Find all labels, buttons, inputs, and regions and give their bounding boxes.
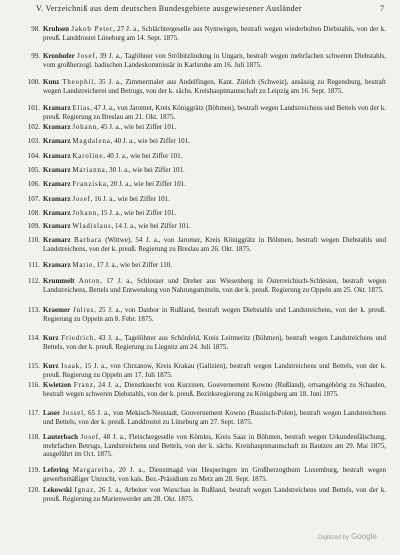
entry-number: 105. [27,166,40,174]
entry-text [43,166,386,175]
entry-given-name: Josef [77,52,96,60]
entry-113 [24,306,386,323]
entry-details: , 25 J. a., von Danbor in Rußland, bestraft wegen Diebstahls und Landstreichens, von der k. preuß. Regierung zu Oppeln am 8. Febr. 1875. [43,306,386,323]
entry-details: , 45 J. a., wie bei Ziffer 101. [97,123,177,131]
entry-114 [24,334,386,351]
entry-118 [24,433,386,459]
entry-surname: Kramarz [43,209,71,217]
entry-surname: Lauterbach [43,433,78,441]
entry-given-name: Karoline [72,152,104,160]
entry-text [43,52,386,69]
entry-103 [24,137,386,146]
entry-number: 120. [27,486,40,494]
entry-given-name: Franz [73,381,94,389]
entry-given-name: Josef [80,433,99,441]
entry-surname: Kramarz [43,152,71,160]
entry-surname: Kraemer [43,306,71,314]
entry-surname: Kramarz [43,261,71,269]
running-head: V. Verzeichniß aus dem deutschen Bundesgebiete ausgewiesener Ausländer [36,4,302,13]
entry-text [43,236,386,253]
entry-given-name: Julius [72,306,95,314]
entry-102 [24,123,386,132]
entry-given-name: Marianna [72,166,106,174]
watermark-prefix: Digitized by [318,535,350,541]
entry-details: , 17 J. a., wie bei Ziffer 110. [93,261,173,269]
entry-number: 100. [27,78,40,86]
entry-text [43,222,386,231]
entry-surname: Kramarz [43,236,71,244]
entry-given-name: Franziska [72,180,107,188]
entry-119 [24,466,386,483]
entry-number: 117. [28,409,40,417]
entry-104 [24,152,386,161]
entry-text [43,261,386,270]
entry-details: (Wittwe), 54 J. a., von Jaromer, Kreis Königgrätz in Böhmen, bestraft wegen Diebstahls und Landstreichens, von der k. preuß. Regierung zu Breslau am 26. Okt. 1875. [43,236,387,253]
entry-108 [24,209,386,218]
entry-number: 113. [28,306,40,314]
entry-given-name: Johann [72,123,97,131]
entry-surname: Kronhofer [43,52,75,60]
entry-given-name: Jakob Peter [71,25,114,33]
entry-details: , 40 J. a., wie bei Ziffer 101. [103,152,183,160]
entry-111 [24,261,386,270]
entry-number: 112. [28,277,40,285]
entry-details: , 65 J. a., von Mekisch-Neustadt, Gouvernement Kowno (Russisch-Polen), bestraft wegen Landstreichens und Bettels, von der k. preuß. Landdrostei zu Lüneburg am 27. Sept. 1875. [43,409,386,426]
entry-number: 109. [27,222,40,230]
entry-surname: Kramarz [43,222,71,230]
entry-details: , 17 J. a., Schlosser und Dreher aus Wiesenberg in Österreichisch-Schlesien, bestraft wegen Landstreichens, Bettels und Entwendung von Nahrungsmitteln, von der k. preuß. Regierung zu Oppeln am 25. Okt. 1875. [43,277,387,294]
entry-110 [24,236,386,253]
entry-number: 101. [27,104,40,112]
entry-given-name: Josef [72,195,91,203]
entry-number: 107. [27,195,40,203]
entry-text [43,486,386,503]
entry-number: 116. [28,381,40,389]
entry-surname: Krummelt [43,277,75,285]
entry-text [43,334,386,351]
entry-text [43,78,386,95]
entry-details: , 43 J. a., Tagelöhner aus Schönfeld, Kreis Leitmeritz (Böhmen), bestraft wegen Landstreichens und Bettels, von der k. preuß. Regierung zu Liegnitz am 24. Juli 1875. [43,334,387,351]
entry-given-name: Marie [72,261,94,269]
entry-details: , 26 J. a., Arbeiter von Warschau in Rußland, bestraft wegen Landstreichens und Bettels, von der k. preuß. Regierung zu Marienwerder am 28. Okt. 1875. [43,486,386,503]
entry-details: , 40 J. a., wie bei Ziffer 101. [110,137,190,145]
entry-number: 106. [27,180,40,188]
entry-text [43,466,386,483]
entry-given-name: Magdalena [72,137,111,145]
entry-text [43,123,386,132]
entry-number: 104. [27,152,40,160]
entry-text [43,195,386,204]
entry-surname: Kwietzen [43,381,71,389]
entry-surname: Kramarz [43,123,71,131]
entry-surname: Lefering [43,466,69,474]
entry-surname: Kruhsen [43,25,70,33]
entry-details: , 14 J. a., wie bei Ziffer 101. [111,222,191,230]
entry-details: , 16 J. a., wie bei Ziffer 101. [90,195,170,203]
entry-details: , 27 J. a., Schlächtergeselle aus Nymwegen, bestraft wegen wiederholten Diebstahls, von der k. preuß. Landdrostei Lüneburg am 14. Sept. 1875. [43,25,387,42]
entry-given-name: Margaretha [72,466,113,474]
entry-given-name: Anton [78,277,101,285]
entry-98 [24,25,386,42]
entry-text [43,152,386,161]
entry-details: , 15 J. a., von Chrzanow, Kreis Krakau (Galizien), bestraft wegen Landstreichens und Bettels, von der k. preuß. Regierung zu Oppeln am 17. Juli 1875. [43,362,386,379]
entry-number: 119. [28,466,40,474]
entry-given-name: Friedrich [61,334,95,342]
entry-given-name: Isaak [61,362,80,370]
entry-given-name: Ignaz [74,486,94,494]
entry-surname: Kramarz [43,166,71,174]
entry-details: , 15 J. a., wie bei Ziffer 101. [97,209,177,217]
entry-text [43,137,386,146]
entry-117 [24,409,386,426]
entry-details: , 24 J. a., Dienstknecht von Kurzinen, Gouvernement Kowno (Rußland), ortsangehörig zu Schaulen, bestraft wegen schweren Diebstahls, von der k. preuß. Bezirksregierung zu Königsberg am 18. Juni 1875. [43,381,386,398]
entry-101 [24,104,386,121]
entry-text [43,25,386,42]
entry-text [43,104,386,121]
entry-given-name: Barbara [74,236,102,244]
entry-99 [24,52,386,69]
entry-surname: Kurz [43,362,59,370]
entry-text [43,277,386,294]
entry-text [43,362,386,379]
entry-surname: Kramarz [43,104,71,112]
entry-surname: Kramarz [43,195,71,203]
entry-details: , 35 J. a., Zimmermaler aus Andelfingen, Kant. Zürich (Schweiz), ansässig zu Regensburg, bestraft wegen Landstreicherei und Betrugs, von der k. sächs. Kreishauptmannschaft zu Leipzig am 16. Sept. 1875. [43,78,386,95]
entry-text [43,409,386,426]
entry-number: 114. [28,334,40,342]
entry-number: 102. [27,123,40,131]
entry-surname: Laser [43,409,61,417]
entry-107 [24,195,386,204]
entry-surname: Kurz [43,334,59,342]
entry-120 [24,486,386,503]
entry-number: 110. [28,236,40,244]
entry-given-name: Jossel [62,409,84,417]
entry-text [43,209,386,218]
entry-number: 111. [28,261,40,269]
entry-details: , 48 J. a., Fleischergeselle von Kömles, Kreis Saaz in Böhmen, bestraft wegen Urkundenfälschung, mehrfachen Betrugs, Landstreichens und Bettels, von der k. sächs. Kreishauptmannschaft zu Bautzen am 29. Mai 1875, ausgeführt im Oct. 1875. [43,433,386,459]
entry-106 [24,180,386,189]
entry-details: , 47 J. a., von Jaromer, Kreis Königgrätz (Böhmen), bestraft wegen Landstreichens und Bettels von der k. preuß. Regierung zu Breslau am 21. Okt. 1875. [43,104,386,121]
page-number: 7 [380,4,384,13]
entry-details: , 20 J. a., wie bei Ziffer 101. [106,180,186,188]
entry-112 [24,277,386,294]
entry-surname: Lekowski [43,486,72,494]
entry-105 [24,166,386,175]
entry-details: , 39 J. a., Taglöhner von Ströbitzlindung in Ungarn, bestraft wegen mehrfachen schweren Diebstahls, vom großherzogl. badischen Landeskommissär in Karlsruhe am 16. Juli 1875. [43,52,386,69]
entry-given-name: Elias [72,104,91,112]
entry-100 [24,78,386,95]
entry-number: 115. [28,362,40,370]
entry-number: 118. [28,433,40,441]
entry-number: 108. [27,209,40,217]
entry-116 [24,381,386,398]
entry-given-name: Johann [72,209,97,217]
entry-details: , 30 J. a., wie bei Ziffer 101. [105,166,185,174]
entry-surname: Kramarz [43,180,71,188]
watermark-brand: Google [351,532,377,541]
entry-115 [24,362,386,379]
digitized-watermark [318,532,394,541]
entry-number: 103. [27,137,40,145]
entry-given-name: Wladislaus [72,222,112,230]
entry-text [43,180,386,189]
entry-text [43,433,386,459]
entry-text [43,306,386,323]
entry-109 [24,222,386,231]
entry-details: , 20 J. a., Dienstmagd von Hesperingen im Großherzogthum Luxemburg, bestraft wegen gewerbsmäßiger Unzucht, von kais. Bez.-Präsidium zu Metz am 28. Sept. 1875. [43,466,386,483]
entry-text [43,381,386,398]
entry-surname: Kramarz [43,137,71,145]
entry-number: 98. [31,25,40,33]
entry-surname: Kunz [43,78,60,86]
entry-number: 99. [31,52,40,60]
entry-given-name: Theophil [62,78,94,86]
